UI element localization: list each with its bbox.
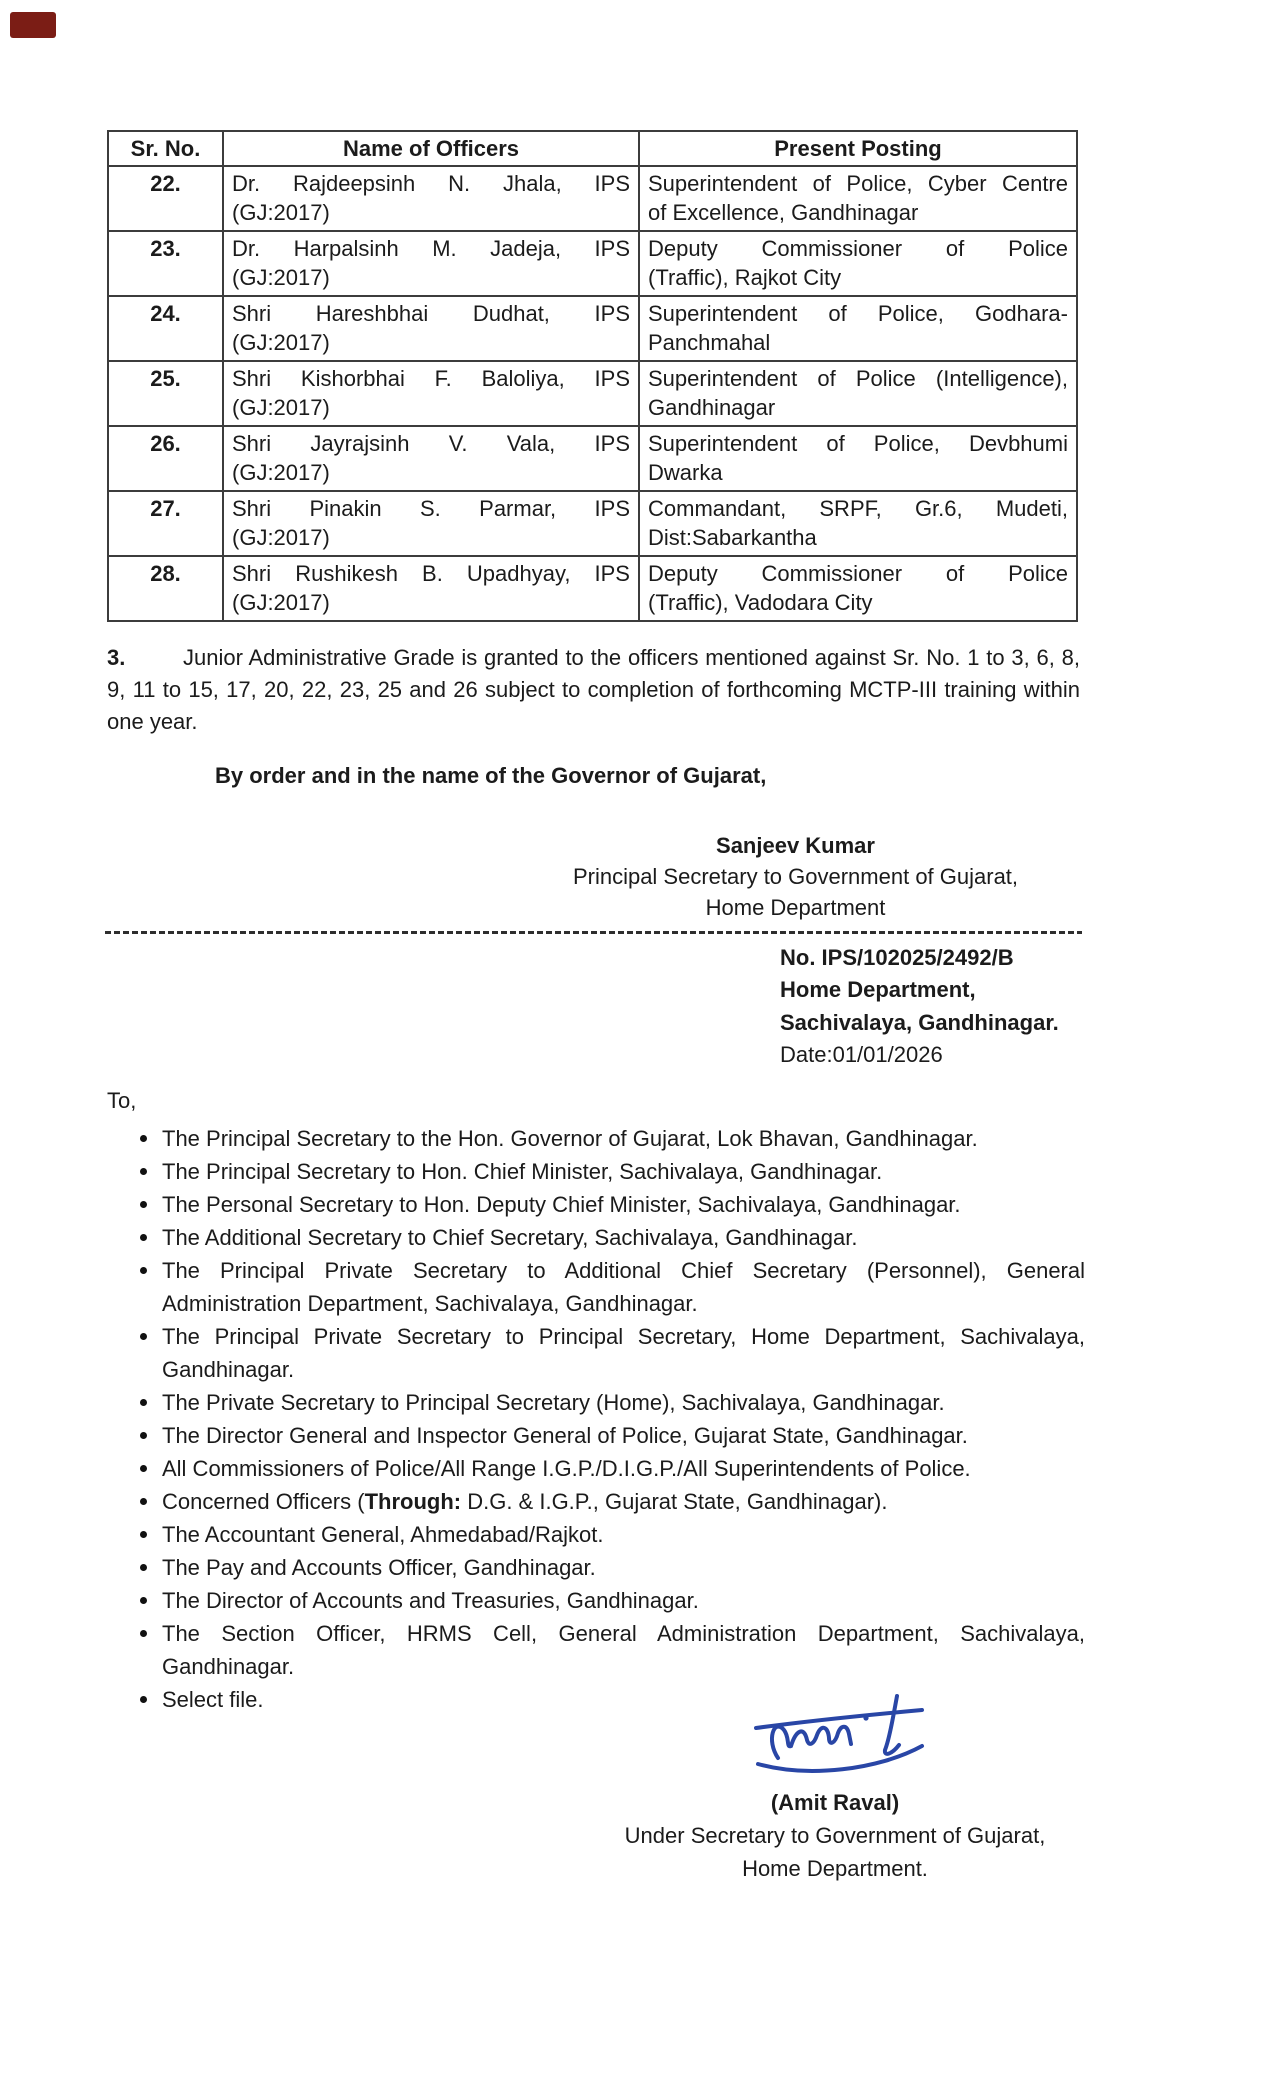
- recipient-text: Concerned Officers (: [162, 1489, 365, 1514]
- sr-no-cell: 24.: [108, 296, 223, 361]
- table-row: [108, 166, 1077, 231]
- officer-batch-line: (GJ:2017): [232, 200, 330, 225]
- posting-line: (Traffic), Rajkot City: [648, 265, 842, 290]
- posting-line: Gandhinagar: [648, 395, 776, 420]
- recipient-item: [107, 1221, 1085, 1254]
- officer-name-cell: [223, 231, 639, 296]
- recipient-text: Select file.: [162, 1687, 264, 1712]
- recipient-text: The Additional Secretary to Chief Secretary, Sachivalaya, Gandhinagar.: [162, 1225, 858, 1250]
- recipient-text: The Principal Private Secretary to Principal Secretary, Home Department, Sachivalaya, Gandhinagar.: [162, 1324, 1085, 1382]
- sr-no-cell: 23.: [108, 231, 223, 296]
- recipient-text: The Pay and Accounts Officer, Gandhinagar.: [162, 1555, 596, 1580]
- officer-name-cell: [223, 491, 639, 556]
- present-posting-cell: [639, 491, 1077, 556]
- officer-batch-line: (GJ:2017): [232, 265, 330, 290]
- posting-line: Dist:Sabarkantha: [648, 525, 817, 550]
- recipient-text: The Director of Accounts and Treasuries, Gandhinagar.: [162, 1588, 699, 1613]
- table-row: [108, 491, 1077, 556]
- recipient-text: D.G. & I.G.P., Gujarat State, Gandhinagar).: [461, 1489, 888, 1514]
- recipient-item: [107, 1254, 1085, 1320]
- officer-name-line: Shri Hareshbhai Dudhat, IPS: [232, 301, 630, 326]
- posting-line: of Excellence, Gandhinagar: [648, 200, 919, 225]
- recipient-item: [107, 1485, 1085, 1518]
- officer-name-cell: [223, 296, 639, 361]
- table-header-row: [108, 131, 1077, 166]
- signatory-name: (Amit Raval): [770, 1790, 900, 1815]
- officer-name-cell: [223, 556, 639, 621]
- posting-line: Deputy Commissioner of Police: [648, 236, 1068, 261]
- sr-no-cell: 25.: [108, 361, 223, 426]
- sr-no-cell: 27.: [108, 491, 223, 556]
- signatory-principal-secretary: [428, 830, 1163, 923]
- posting-line: (Traffic), Vadodara City: [648, 590, 873, 615]
- header-sr-no: Sr. No.: [108, 131, 223, 166]
- posting-line: Commandant, SRPF, Gr.6, Mudeti,: [648, 496, 1068, 521]
- officer-name-cell: [223, 426, 639, 491]
- recipients-list: [107, 1122, 1085, 1716]
- recipient-item: [107, 1452, 1085, 1485]
- officer-name-line: Shri Jayrajsinh V. Vala, IPS: [232, 431, 630, 456]
- posting-line: Superintendent of Police (Intelligence),: [648, 366, 1068, 391]
- present-posting-cell: [639, 361, 1077, 426]
- table-row: [108, 296, 1077, 361]
- posting-line: Deputy Commissioner of Police: [648, 561, 1068, 586]
- present-posting-cell: [639, 166, 1077, 231]
- recipient-item: [107, 1419, 1085, 1452]
- signatory-department: Home Department: [705, 895, 886, 920]
- recipient-text: All Commissioners of Police/All Range I.G.P./D.I.G.P./All Superintendents of Police.: [162, 1456, 971, 1481]
- recipient-item: [107, 1155, 1085, 1188]
- recipient-item: [107, 1551, 1085, 1584]
- signatory-title: Under Secretary to Government of Gujarat,: [624, 1823, 1046, 1848]
- reference-block: [780, 942, 1059, 1072]
- posting-line: Dwarka: [648, 460, 723, 485]
- table-row: [108, 426, 1077, 491]
- paragraph-text: Junior Administrative Grade is granted to the officers mentioned against Sr. No. 1 to 3, 6, 8, 9, 11 to 15, 17, 20, 22, 23, 25 and 26 subject to completion of forthcoming MCTP-III training within one year.: [107, 645, 1080, 734]
- officer-name-cell: [223, 361, 639, 426]
- recipient-text: The Personal Secretary to Hon. Deputy Chief Minister, Sachivalaya, Gandhinagar.: [162, 1192, 961, 1217]
- recipient-text: The Principal Secretary to the Hon. Governor of Gujarat, Lok Bhavan, Gandhinagar.: [162, 1126, 978, 1151]
- present-posting-cell: [639, 426, 1077, 491]
- table-row: [108, 556, 1077, 621]
- separator-dashed-line: [105, 931, 1082, 934]
- recipient-item: [107, 1320, 1085, 1386]
- paragraph-3: [107, 642, 1080, 738]
- officer-batch-line: (GJ:2017): [232, 525, 330, 550]
- recipient-text: The Principal Secretary to Hon. Chief Minister, Sachivalaya, Gandhinagar.: [162, 1159, 883, 1184]
- recipient-item: [107, 1188, 1085, 1221]
- officers-table: [107, 130, 1078, 622]
- through-label: Through:: [364, 1489, 462, 1514]
- officer-name-line: Dr. Harpalsinh M. Jadeja, IPS: [232, 236, 630, 261]
- present-posting-cell: [639, 296, 1077, 361]
- sr-no-cell: 26.: [108, 426, 223, 491]
- recipient-text: The Director General and Inspector General of Police, Gujarat State, Gandhinagar.: [162, 1423, 968, 1448]
- officer-name-cell: [223, 166, 639, 231]
- signatory-name: Sanjeev Kumar: [716, 833, 875, 858]
- recipient-text: The Private Secretary to Principal Secretary (Home), Sachivalaya, Gandhinagar.: [162, 1390, 945, 1415]
- officer-name-line: Shri Kishorbhai F. Baloliya, IPS: [232, 366, 630, 391]
- posting-line: Superintendent of Police, Cyber Centre: [648, 171, 1068, 196]
- officer-batch-line: (GJ:2017): [232, 460, 330, 485]
- recipient-item: [107, 1584, 1085, 1617]
- posting-line: Superintendent of Police, Devbhumi: [648, 431, 1068, 456]
- table-row: [108, 231, 1077, 296]
- signatory-under-secretary: [470, 1786, 1200, 1885]
- signatory-title: Principal Secretary to Government of Gujarat,: [572, 864, 1019, 889]
- signatory-department: Home Department.: [742, 1856, 928, 1881]
- recipient-item: [107, 1518, 1085, 1551]
- sr-no-cell: 28.: [108, 556, 223, 621]
- reference-place: Sachivalaya, Gandhinagar.: [780, 1009, 1059, 1035]
- recipient-text: The Principal Private Secretary to Additional Chief Secretary (Personnel), General Administration Department, Sachivalaya, Gandhinagar.: [162, 1258, 1085, 1316]
- recipient-text: The Section Officer, HRMS Cell, General Administration Department, Sachivalaya, Gandhinagar.: [162, 1621, 1085, 1679]
- header-name-of-officers: Name of Officers: [223, 131, 639, 166]
- recipient-item: [107, 1122, 1085, 1155]
- recipient-item: [107, 1386, 1085, 1419]
- header-present-posting: Present Posting: [639, 131, 1077, 166]
- reference-department: Home Department,: [780, 977, 976, 1003]
- signature-amit-raval: [748, 1688, 928, 1776]
- to-label: To,: [107, 1088, 137, 1113]
- officer-batch-line: (GJ:2017): [232, 395, 330, 420]
- reference-number: No. IPS/102025/2492/B: [780, 945, 1014, 970]
- table-row: [108, 361, 1077, 426]
- officer-name-line: Shri Pinakin S. Parmar, IPS: [232, 496, 630, 521]
- officer-name-line: Dr. Rajdeepsinh N. Jhala, IPS: [232, 171, 630, 196]
- officer-batch-line: (GJ:2017): [232, 330, 330, 355]
- paragraph-number: 3.: [107, 645, 126, 670]
- officer-batch-line: (GJ:2017): [232, 590, 330, 615]
- recipient-item: [107, 1617, 1085, 1683]
- by-order-line: By order and in the name of the Governor of Gujarat,: [215, 763, 767, 788]
- recipient-text: The Accountant General, Ahmedabad/Rajkot.: [162, 1522, 604, 1547]
- corner-marker: [10, 12, 56, 38]
- present-posting-cell: [639, 231, 1077, 296]
- present-posting-cell: [639, 556, 1077, 621]
- reference-date: Date:01/01/2026: [780, 1042, 943, 1068]
- posting-line: Panchmahal: [648, 330, 771, 355]
- posting-line: Superintendent of Police, Godhara-: [648, 301, 1068, 326]
- officer-name-line: Shri Rushikesh B. Upadhyay, IPS: [232, 561, 630, 586]
- recipient-item: [107, 1683, 1085, 1716]
- sr-no-cell: 22.: [108, 166, 223, 231]
